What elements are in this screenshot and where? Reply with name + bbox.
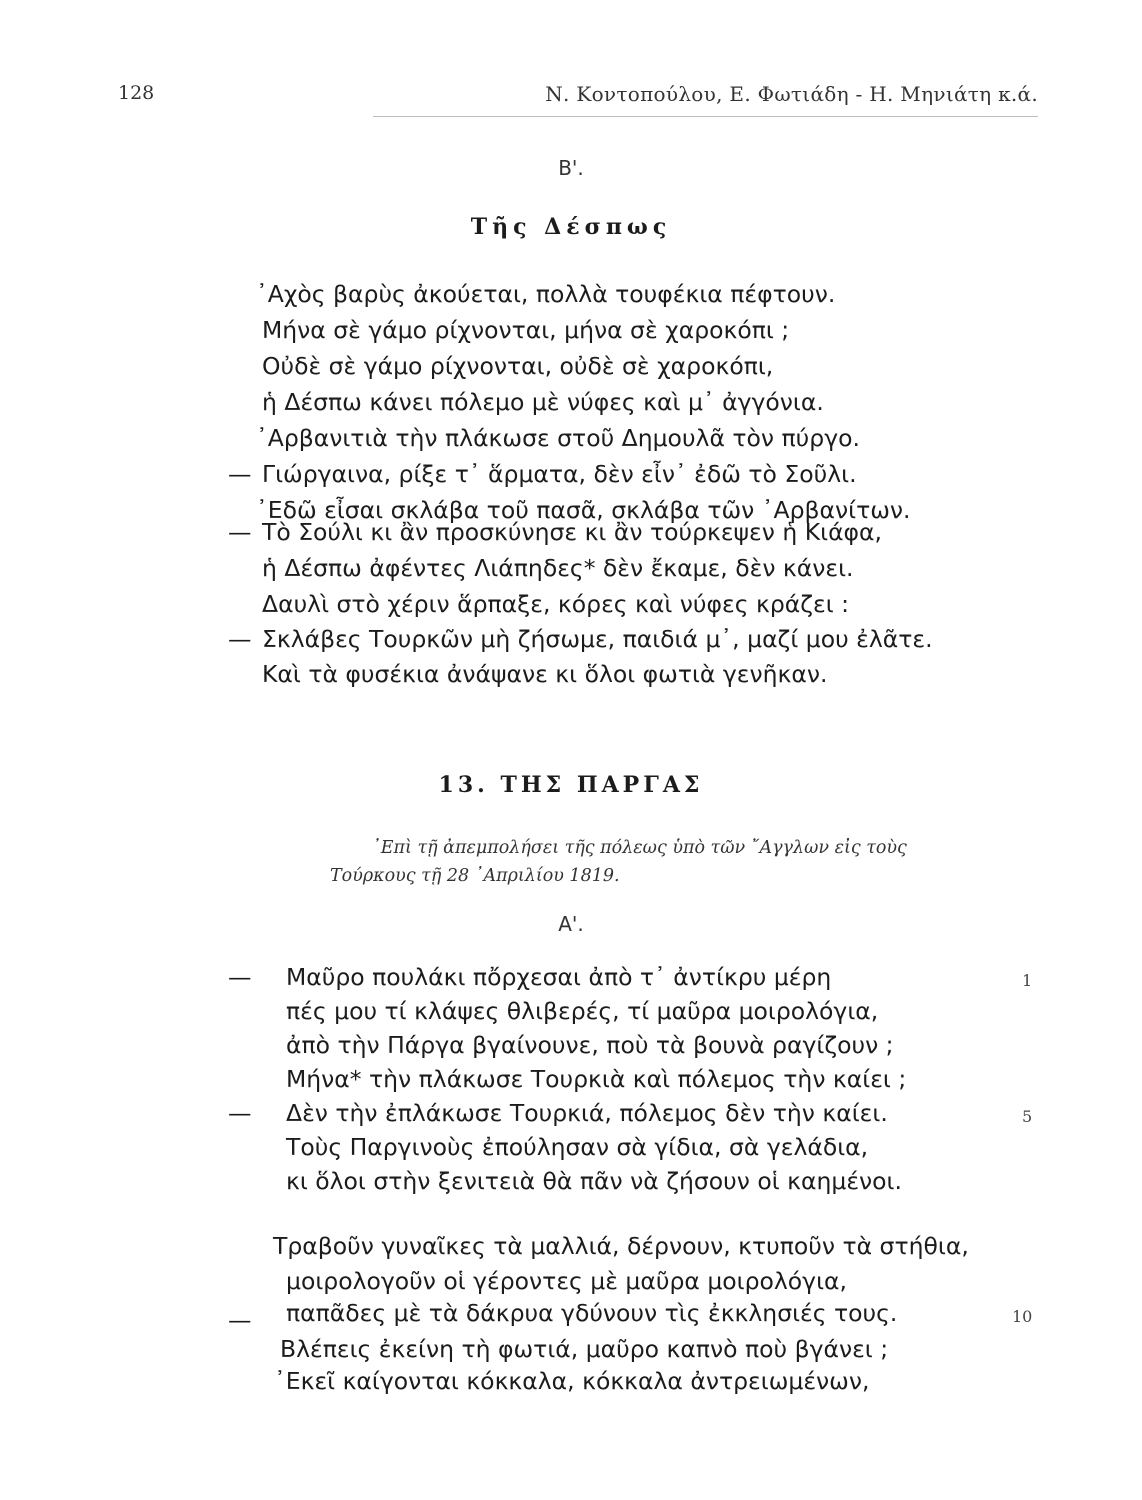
running-head: Ν. Κοντοπούλου, Ε. Φωτιάδη - Η. Μηνιάτη κ.ά. xyxy=(545,82,1038,106)
verse-line: ᾿Αχὸς βαρὺς ἀκούεται, πολλὰ τουφέκια πέφτουν. xyxy=(256,280,836,308)
poem-heading: 13. ΤΗΣ ΠΑΡΓΑΣ xyxy=(438,772,704,798)
verse-line: Τραβοῦν γυναῖκες τὰ μαλλιά, δέρνουν, κτυποῦν τὰ στήθια, xyxy=(273,1232,969,1260)
verse-line: Βλέπεις ἐκείνη τὴ φωτιά, μαῦρο καπνὸ ποὺ βγάνει ; xyxy=(280,1335,889,1363)
verse-line: Καὶ τὰ φυσέκια ἀνάψανε κι ὅλοι φωτιὰ γενῆκαν. xyxy=(262,660,828,688)
dialogue-dash: — xyxy=(228,518,252,546)
verse-line: ᾿Αρβανιτιὰ τὴν πλάκωσε στοῦ Δημουλᾶ τὸν πύργο. xyxy=(256,424,860,452)
section-label-b: Β'. xyxy=(558,156,584,180)
verse-line: ἀπὸ τὴν Πάργα βγαίνουνε, ποὺ τὰ βουνὰ ραγίζουν ; xyxy=(286,1031,894,1059)
verse-line: ἡ Δέσπω ἀφέντες Λιάπηδες* δὲν ἔκαμε, δὲν κάνει. xyxy=(262,554,854,582)
verse-line: Σκλάβες Τουρκῶν μὴ ζήσωμε, παιδιά μ᾿, μαζί μου ἐλᾶτε. xyxy=(262,625,933,653)
verse-line: κι ὅλοι στὴν ξενιτειὰ θὰ πᾶν νὰ ζήσουν οἱ καημένοι. xyxy=(286,1167,902,1195)
dialogue-dash: — xyxy=(228,963,252,991)
verse-line: Δαυλὶ στὸ χέριν ἅρπαξε, κόρες καὶ νύφες κράζει : xyxy=(262,590,850,618)
verse-line: Τὸ Σούλι κι ἂν προσκύνησε κι ἂν τούρκεψεν ἡ Κιάφα, xyxy=(262,518,883,546)
verse-line: μοιρολογοῦν οἱ γέροντες μὲ μαῦρα μοιρολόγια, xyxy=(286,1267,848,1295)
verse-line: ἡ Δέσπω κάνει πόλεμο μὲ νύφες καὶ μ᾿ ἀγγόνια. xyxy=(262,388,824,416)
line-number: 5 xyxy=(1022,1107,1033,1126)
verse-line: ᾿Εκεῖ καίγονται κόκκαλα, κόκκαλα ἀντρειωμένων, xyxy=(274,1367,870,1395)
epigraph-line: ᾿Επὶ τῇ ἀπεμπολήσει τῆς πόλεως ὑπὸ τῶν ῎Αγγλων εἰς τοὺς xyxy=(372,838,907,858)
verse-line: Μήνα* τὴν πλάκωσε Τουρκιὰ καὶ πόλεμος τὴν καίει ; xyxy=(286,1065,907,1093)
page-number: 128 xyxy=(118,82,155,104)
verse-line: Μήνα σὲ γάμο ρίχνονται, μήνα σὲ χαροκόπι ; xyxy=(262,316,790,344)
section-label-a: Α'. xyxy=(558,912,584,936)
dialogue-dash: — xyxy=(228,625,252,653)
poem-title: Τῆς Δέσπως xyxy=(470,214,672,240)
verse-line: Γιώργαινα, ρίξε τ᾿ ἅρματα, δὲν εἶν᾿ ἐδῶ τὸ Σοῦλι. xyxy=(262,460,857,488)
header-rule xyxy=(373,116,1038,117)
dialogue-dash: — xyxy=(228,1306,252,1334)
line-number: 1 xyxy=(1022,971,1033,990)
verse-line: ᾿Εδῶ εἶσαι σκλάβα τοῦ πασᾶ, σκλάβα τῶν ᾿Αρβανίτων. xyxy=(256,496,911,524)
dialogue-dash: — xyxy=(228,460,252,488)
verse-line: Οὐδὲ σὲ γάμο ρίχνονται, οὐδὲ σὲ χαροκόπι, xyxy=(262,352,774,380)
dialogue-dash: — xyxy=(228,1099,252,1127)
line-number: 10 xyxy=(1012,1307,1033,1326)
verse-line: Τοὺς Παργινοὺς ἐπούλησαν σὰ γίδια, σὰ γελάδια, xyxy=(286,1133,869,1161)
verse-line: παπᾶδες μὲ τὰ δάκρυα γδύνουν τὶς ἐκκλησιές τους. xyxy=(286,1299,898,1327)
verse-line: Δὲν τὴν ἐπλάκωσε Τουρκιά, πόλεμος δὲν τὴν καίει. xyxy=(286,1099,888,1127)
page-header xyxy=(118,82,1038,116)
epigraph-line: Τούρκους τῇ 28 ᾿Απριλίου 1819. xyxy=(330,866,620,886)
verse-line: πές μου τί κλάψες θλιβερές, τί μαῦρα μοιρολόγια, xyxy=(286,997,879,1025)
verse-line: Μαῦρο πουλάκι πὄρχεσαι ἀπὸ τ᾿ ἀντίκρυ μέρη xyxy=(286,963,832,991)
